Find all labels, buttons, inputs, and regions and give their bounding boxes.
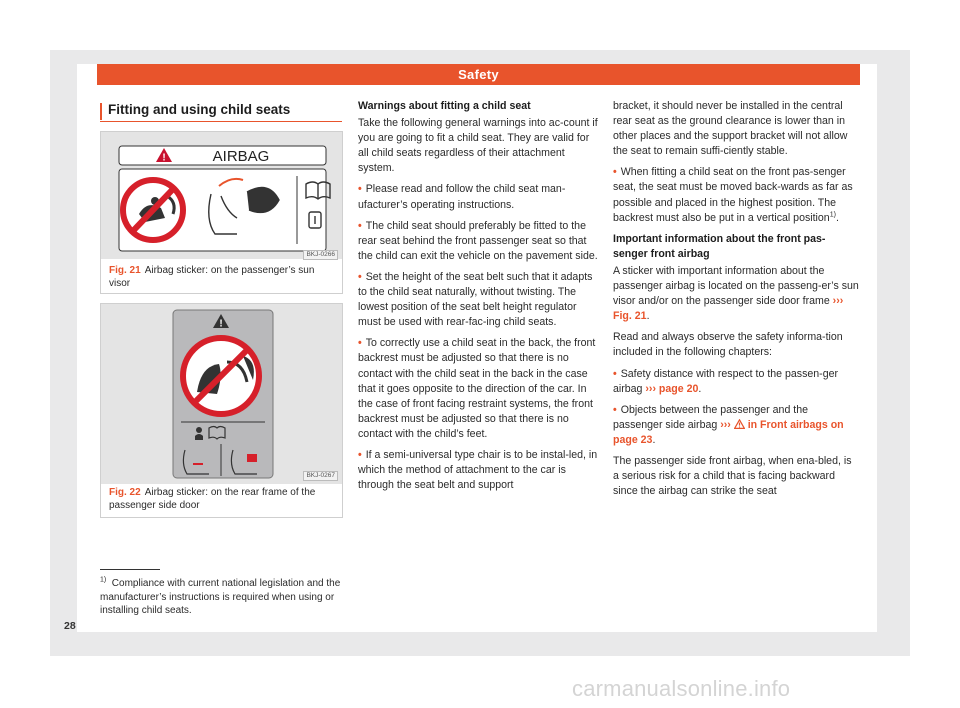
no-rear-facing-seat-icon [123,180,183,240]
airbag-sticker-doorframe [101,304,342,484]
page-20-link[interactable]: ››› page 20 [645,382,699,395]
bullet-item: • Please read and follow the child seat man-ufacturer’s operating instructions. [358,182,600,212]
link-text: in Front airbags on page 23 [613,418,844,446]
bullet-text: Objects between the passenger and the passenger side airbag [613,403,809,431]
figure-21-caption-text: Airbag sticker: on the passenger’s sun visor [109,265,315,289]
safety-info-paragraph: Read and always observe the safety informa-tion included in the following chapters: [613,331,843,359]
bullet-text: Safety distance with respect to the passen-ger airbag [613,367,839,395]
continued-paragraph: bracket, it should never be installed in the central rear seat as the ground clearance is lower than in other places and the support bracket will not allow the seat to remain suffi-ciently stable. [613,100,848,158]
sticker-paragraph: A sticker with important information about the passenger airbag is located on the passeng-er’s sun visor and/or on the passenger side door frame ››› Fig. 21. [613,264,859,323]
airbag-sticker-sunvisor [101,132,342,259]
heading-underline [100,121,342,122]
no-rear-facing-seat-icon [183,338,259,414]
section-title: Fitting and using child seats [108,102,291,117]
column-right [613,99,859,505]
figure-22-illustration [101,304,342,484]
airbag-info-heading: Important information about the front pas-senger front airbag [613,232,826,260]
chapter-header: Safety [97,64,860,85]
figure-21 [100,131,343,294]
footnote-ref: 1) [829,211,836,219]
footnote-rule [100,569,160,570]
airbag-banner-text: AIRBAG [212,148,270,165]
figure-22-caption-text: Airbag sticker: on the rear frame of the passenger side door [109,487,316,511]
figure-21-label: Fig. 21 [109,265,141,276]
bullet-text: When fitting a child seat on the front pas-senger seat, the seat must be moved back-wards as far as possible and placed in the highest position. The backrest must also be put in a vertical position [613,166,853,224]
column-middle [358,99,600,499]
warnings-intro: Take the following general warnings into ac-count if you are going to fit a child seat. They are valid for all child seats regardless of their attachment system. [358,117,598,175]
fig-21-link[interactable]: ››› Fig. 21 [613,295,844,323]
link-arrows: ››› [720,418,731,431]
figure-21-illustration [101,132,342,259]
bullet-item: • If a semi-universal type chair is to be instal-led, in which the method of attachment to the car is through the seat belt and support [358,448,600,493]
heading-accent [100,103,102,120]
figure-21-caption [109,265,335,290]
figure-22-code: BKJ-0267 [303,471,338,481]
page-number: 28 [64,620,76,632]
bullet-item: • Objects between the passenger and the passenger side airbag ››› in Front airbags on page 23. [613,403,859,448]
warning-triangle-icon [734,419,745,429]
figure-22-caption [109,487,335,512]
sticker-text: A sticker with important information about the passenger airbag is located on the passeng-er’s sun visor and/or on the passenger side door frame [613,264,859,308]
figure-22 [100,303,343,518]
bullet-item: • Safety distance with respect to the passen-ger airbag ››› page 20. [613,367,859,397]
footnote-text: Compliance with current national legislation and the manufacturer’s instructions is required when using or installing child seats. [100,578,341,616]
bullet-item: • When fitting a child seat on the front pas-senger seat, the seat must be moved back-wards as far as possible and placed in the highest position. The backrest must also be put in a vertical position$^{1)}$. [613,165,859,225]
bullet-item: • The child seat should preferably be fitted to the rear seat behind the front passenger seat so that the child can exit the vehicle on the pavement side. [358,219,600,264]
figure-22-label: Fig. 22 [109,487,141,498]
footnote-mark: 1) [100,576,107,584]
svg-text:!: ! [162,152,166,164]
watermark-text: carmanualsonline.info [572,676,791,701]
figure-21-code: BKJ-0266 [303,250,338,260]
footnote [100,577,345,618]
bullet-item: • Set the height of the seat belt such that it adapts to the child seat naturally, without twisting. The lowest position of the seat belt height regulator must be used with rear-fac-ing child seats. [358,270,600,330]
svg-text:!: ! [219,318,223,330]
bullet-item: • To correctly use a child seat in the back, the front backrest must be adjusted so that there is no contact with the child seat in the back in the case that it goes opposite to the direction of the car. In the case of front facing restraint systems, the front backrest must be adjusted so that there is no contact with the child’s feet. [358,336,600,442]
warnings-heading: Warnings about fitting a child seat [358,100,531,112]
risk-paragraph: The passenger side front airbag, when ena-bled, is a serious risk for a child that is facing backward since the airbag can strike the seat [613,454,852,498]
